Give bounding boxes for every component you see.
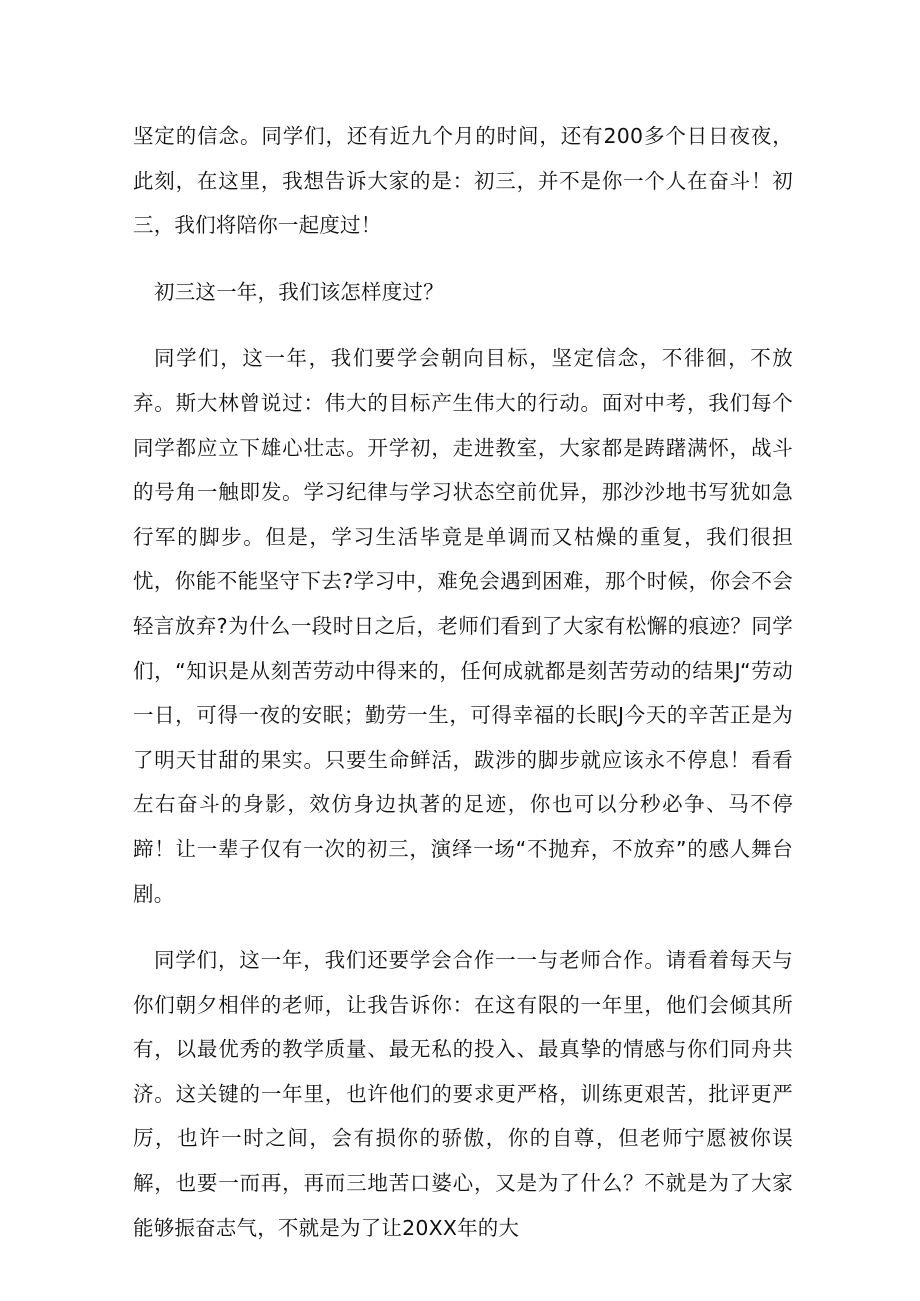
paragraph-1: 坚定的信念。同学们，还有近九个月的时间，还有200多个日日夜夜，此刻，在这里，我想告诉大家的是：初三，并不是你一个人在奋斗！初三，我们将陪你一起度过！ <box>133 124 793 238</box>
paragraph-2: 初三这一年，我们该怎样度过？ <box>154 279 444 304</box>
paragraph-3: 同学们，这一年，我们要学会朝向目标，坚定信念，不徘徊，不放弃。斯大林曾说过：伟大的目标产生伟大的行动。面对中考，我们每个同学都应立下雄心壮志。开学初，走进教室，大家都是踌躇满怀，战斗的号角一触即发。学习纪律与学习状态空前优异，那沙沙地书写犹如急行军的脚步。但是，学习生活毕竟是单调而又枯燥的重复，我们很担忧，你能不能坚守下去?学习中，难免会遇到困难，那个时候，你会不会轻言放弃?为什么一段时日之后，老师们看到了大家有松懈的痕迹？同学们，“知识是从刻苦劳动中得来的，任何成就都是刻苦劳动的结果J“劳动一日，可得一夜的安眠；勤劳一生，可得幸福的长眠J今天的辛苦正是为了明天甘甜的果实。只要生命鲜活，跋涉的脚步就应该永不停息！看看左右奋斗的身影，效仿身边执著的足迹，你也可以分秒必争、马不停蹄！让一辈子仅有一次的初三，演绎一场“不抛弃，不放弃”的感人舞台剧。 <box>133 346 793 906</box>
paragraph-4: 同学们，这一年，我们还要学会合作一一与老师合作。请看着每天与你们朝夕相伴的老师，让我告诉你：在这有限的一年里，他们会倾其所有，以最优秀的教学质量、最无私的投入、最真挚的情感与你们同舟共济。这关键的一年里，也许他们的要求更严格，训练更艰苦，批评更严厉，也许一时之间，会有损你的骄傲，你的自尊，但老师宁愿被你误解，也要一而再，再而三地苦口婆心，又是为了什么？不就是为了大家能够振奋志气，不就是为了让20XX年的大 <box>133 948 793 1240</box>
document-body <box>133 114 793 1272</box>
